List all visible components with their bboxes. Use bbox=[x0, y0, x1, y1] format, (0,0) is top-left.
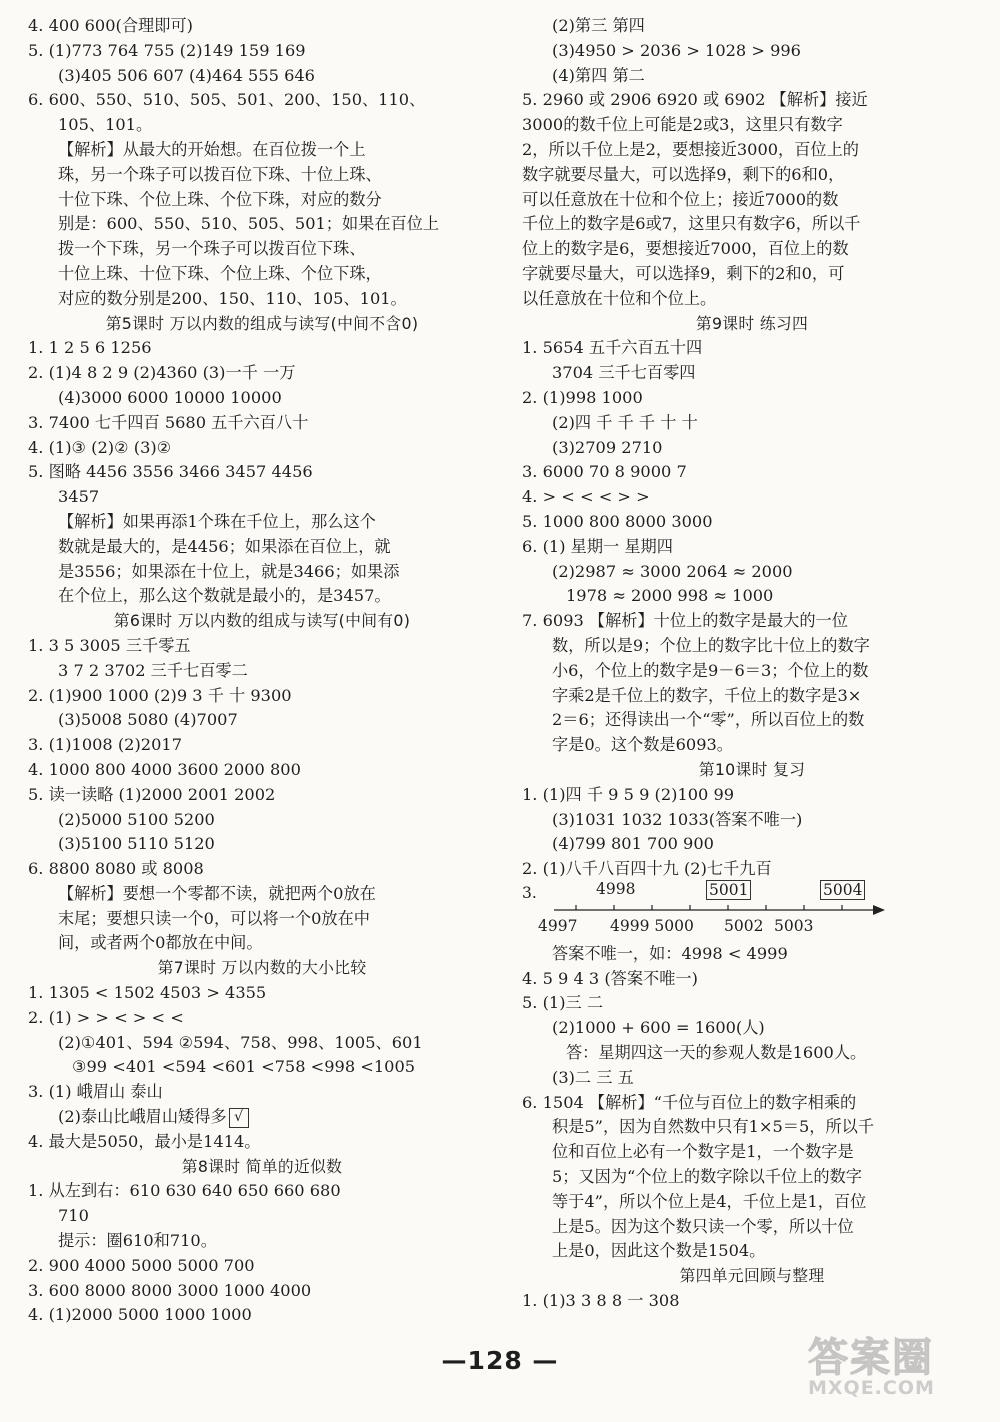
answer-line bbox=[28, 460, 496, 485]
answer-text: 珠，另一个珠子可以拨百位下珠、十位上珠、 bbox=[58, 164, 382, 184]
answer-line bbox=[522, 1016, 982, 1041]
answer-text: 3. 600 8000 8000 3000 1000 4000 bbox=[28, 1280, 312, 1300]
answer-line bbox=[522, 535, 982, 560]
answer-line bbox=[28, 510, 496, 535]
answer-text: 2. (1)八千八百四十九 (2)七千九百 bbox=[522, 859, 772, 879]
answer-text: 上是0，因此这个数是1504。 bbox=[552, 1241, 766, 1261]
answer-line bbox=[28, 1279, 496, 1304]
answer-line bbox=[28, 411, 496, 436]
section-heading bbox=[28, 609, 496, 634]
answer-text: 3. (1)1008 (2)2017 bbox=[28, 735, 182, 755]
answer-line bbox=[28, 88, 496, 113]
answer-text: 提示：圈610和710。 bbox=[58, 1231, 217, 1251]
answer-text: 5. 读一读略 (1)2000 2001 2002 bbox=[28, 784, 276, 804]
answer-line bbox=[522, 733, 982, 758]
answer-text: 710 bbox=[58, 1206, 89, 1226]
answer-line bbox=[522, 967, 982, 992]
answer-text: 2. 900 4000 5000 5000 700 bbox=[28, 1255, 255, 1275]
answer-line bbox=[522, 460, 982, 485]
answer-text: 5. 1000 800 8000 3000 bbox=[522, 511, 713, 531]
number-line-bottom-label: 4999 5000 bbox=[610, 916, 694, 935]
answer-line bbox=[522, 1165, 982, 1190]
answer-line bbox=[522, 942, 982, 967]
answer-text: 6. 1504 【解析】“千位与百位上的数字相乘的 bbox=[522, 1092, 857, 1112]
answer-line bbox=[522, 386, 982, 411]
answer-line bbox=[522, 336, 982, 361]
answer-line bbox=[28, 832, 496, 857]
number-line-top-label: 5004 bbox=[820, 880, 865, 900]
answer-line bbox=[28, 188, 496, 213]
answer-text: 1. 1305 < 1502 4503 > 4355 bbox=[28, 983, 267, 1003]
answer-line bbox=[28, 1229, 496, 1254]
answer-line bbox=[522, 411, 982, 436]
answer-text: 字是0。这个数是6093。 bbox=[552, 735, 733, 755]
answer-line bbox=[28, 237, 496, 262]
answer-text: (3)二 三 五 bbox=[552, 1067, 634, 1087]
right-column bbox=[522, 14, 982, 1314]
answer-line bbox=[28, 1130, 496, 1155]
answer-line bbox=[28, 733, 496, 758]
answer-text: (3)405 506 607 (4)464 555 646 bbox=[58, 65, 315, 85]
answer-line bbox=[28, 584, 496, 609]
answer-text: 在个位上，那么这个数就是最小的，是3457。 bbox=[58, 586, 391, 606]
answer-line bbox=[522, 138, 982, 163]
answer-line bbox=[28, 113, 496, 138]
answer-text: 5. (1)三 二 bbox=[522, 993, 604, 1013]
answer-text: 2. (1)900 1000 (2)9 3 千 十 9300 bbox=[28, 685, 292, 705]
number-line-bottom-label: 5002 bbox=[724, 916, 764, 935]
answer-text: (4)第四 第二 bbox=[552, 65, 645, 85]
answer-text: 5. 图略 4456 3556 3466 3457 4456 bbox=[28, 462, 313, 482]
answer-text: 3457 bbox=[58, 487, 100, 507]
answer-text: (4)3000 6000 10000 10000 bbox=[58, 387, 282, 407]
answer-text: (3)4950 > 2036 > 1028 > 996 bbox=[552, 40, 801, 60]
answer-line bbox=[522, 659, 982, 684]
answer-line bbox=[522, 783, 982, 808]
answer-text: 5. (1)773 764 755 (2)149 159 169 bbox=[28, 40, 306, 60]
answer-text: 别是：600、550、510、505、501；如果在百位上 bbox=[58, 214, 440, 234]
answer-text: 【解析】如果再添1个珠在千位上，那么这个 bbox=[58, 511, 376, 531]
answer-line bbox=[28, 1080, 496, 1105]
answer-line bbox=[522, 188, 982, 213]
answer-text: 105、101。 bbox=[58, 115, 153, 135]
number-line-bottom-label: 4997 bbox=[538, 916, 578, 935]
answer-text: 第9课时 练习四 bbox=[695, 313, 809, 333]
answer-line bbox=[28, 262, 496, 287]
section-heading bbox=[28, 312, 496, 337]
answer-line bbox=[28, 485, 496, 510]
answer-line bbox=[28, 758, 496, 783]
answer-line bbox=[522, 609, 982, 634]
answer-text: 2，所以千位上是2，要想接近3000，百位上的 bbox=[522, 139, 859, 159]
answer-text: (2)四 千 千 千 十 十 bbox=[552, 412, 698, 432]
answer-text: 十位下珠、个位上珠、个位下珠，对应的数分 bbox=[58, 189, 382, 209]
answer-text: 3000的数千位上可能是2或3，这里只有数字 bbox=[522, 115, 843, 135]
answer-line bbox=[28, 708, 496, 733]
answer-text: 2＝6；还得读出一个“零”，所以百位上的数 bbox=[552, 710, 865, 730]
answer-line bbox=[28, 163, 496, 188]
answer-line bbox=[28, 1179, 496, 1204]
answer-text: 2. (1)998 1000 bbox=[522, 387, 643, 407]
right-column-top bbox=[522, 14, 982, 882]
answer-line bbox=[522, 287, 982, 312]
answer-line bbox=[522, 361, 982, 386]
number-line bbox=[522, 879, 982, 942]
answer-line bbox=[522, 808, 982, 833]
answer-line bbox=[28, 1303, 496, 1328]
answer-line bbox=[28, 361, 496, 386]
answer-line bbox=[28, 212, 496, 237]
answer-text: 5. 2960 或 2906 6920 或 6902 【解析】接近 bbox=[522, 90, 868, 110]
answer-text: (2)5000 5100 5200 bbox=[58, 809, 215, 829]
answer-line bbox=[28, 808, 496, 833]
answer-line bbox=[522, 1215, 982, 1240]
answer-line bbox=[522, 14, 982, 39]
answer-text: 是3556；如果添在十位上，就是3466；如果添 bbox=[58, 561, 400, 581]
answer-text: (3)1031 1032 1033(答案不唯一) bbox=[552, 809, 803, 829]
answer-text: 1. 1 2 5 6 1256 bbox=[28, 338, 152, 358]
answer-line bbox=[522, 684, 982, 709]
answer-line bbox=[522, 857, 982, 882]
answer-line bbox=[28, 138, 496, 163]
number-line-bottom-label: 5003 bbox=[774, 916, 814, 935]
answer-text: (3)2709 2710 bbox=[552, 437, 663, 457]
answer-text: 5；又因为“个位上的数字除以千位上的数字 bbox=[552, 1167, 862, 1187]
answer-line bbox=[522, 237, 982, 262]
answer-line bbox=[522, 88, 982, 113]
answer-text: 2. (1)4 8 2 9 (2)4360 (3)一千 一万 bbox=[28, 363, 296, 383]
number-line-top-label: 5001 bbox=[706, 880, 751, 900]
check-mark-box: √ bbox=[229, 1108, 249, 1128]
answer-text: 1. 从左到右：610 630 640 650 660 680 bbox=[28, 1181, 341, 1201]
answer-line bbox=[28, 560, 496, 585]
answer-text: 2. (1) > > < > < < bbox=[28, 1007, 184, 1027]
answer-text: 4. (1)2000 5000 1000 1000 bbox=[28, 1305, 252, 1325]
answer-text: 末尾；要想只读一个0，可以将一个0放在中 bbox=[58, 908, 370, 928]
answer-text: 第5课时 万以内数的组成与读写(中间不含0) bbox=[105, 313, 419, 333]
answer-text: 4. 最大是5050，最小是1414。 bbox=[28, 1131, 261, 1151]
answer-line bbox=[522, 1091, 982, 1116]
answer-text: 十位上珠、十位下珠、个位上珠、个位下珠， bbox=[58, 263, 382, 283]
answer-text: 1. (1)四 千 9 5 9 (2)100 99 bbox=[522, 784, 735, 804]
answer-text: 4. (1)③ (2)② (3)② bbox=[28, 437, 172, 457]
answer-line bbox=[522, 560, 982, 585]
answer-text: 千位上的数字是6或7，这里只有数字6，所以千 bbox=[522, 214, 861, 234]
answer-text: 积是5”，因为自然数中只有1×5＝5，所以千 bbox=[552, 1117, 875, 1137]
answer-line bbox=[28, 634, 496, 659]
answer-text: 数就是最大的，是4456；如果添在百位上，就 bbox=[58, 536, 391, 556]
answer-text: 4. > < < < > > bbox=[522, 487, 650, 507]
right-column-bottom bbox=[522, 942, 982, 1314]
answer-text: 间，或者两个0都放在中间。 bbox=[58, 933, 263, 953]
answer-text: 答：星期四这一天的参观人数是1600人。 bbox=[566, 1043, 867, 1063]
answer-line bbox=[522, 436, 982, 461]
answer-text: ③99 <401 <594 <601 <758 <998 <1005 bbox=[72, 1057, 416, 1077]
answer-text: 【解析】从最大的开始想。在百位拨一个上 bbox=[58, 139, 366, 159]
answer-line bbox=[522, 163, 982, 188]
answer-line bbox=[522, 1041, 982, 1066]
answer-text: 上是5。因为这个数只读一个零，所以十位 bbox=[552, 1216, 854, 1236]
answer-text: 字就要尽量大，可以选择9，剩下的2和0，可 bbox=[522, 263, 845, 283]
answer-text: 答案不唯一，如：4998 < 4999 bbox=[552, 943, 788, 963]
answer-line bbox=[28, 1204, 496, 1229]
answer-text: 可以任意放在十位和个位上；接近7000的数 bbox=[522, 189, 839, 209]
answer-line bbox=[28, 64, 496, 89]
answer-line bbox=[28, 684, 496, 709]
answer-line bbox=[522, 485, 982, 510]
answer-line bbox=[28, 882, 496, 907]
answer-line bbox=[522, 113, 982, 138]
watermark-url: MXQE.COM bbox=[808, 1377, 935, 1399]
answer-line bbox=[522, 1140, 982, 1165]
answer-line bbox=[28, 436, 496, 461]
answer-text: 3 7 2 3702 三千七百零二 bbox=[58, 660, 248, 680]
section-heading bbox=[522, 312, 982, 337]
answer-text: 第7课时 万以内数的大小比较 bbox=[157, 958, 367, 978]
answer-line bbox=[28, 931, 496, 956]
answer-text: 4. 400 600(合理即可) bbox=[28, 16, 193, 35]
number-line-item-label: 3. bbox=[522, 883, 537, 902]
answer-text: 6. 8800 8080 或 8008 bbox=[28, 859, 204, 879]
answer-line bbox=[522, 634, 982, 659]
answer-text: 3. 6000 70 8 9000 7 bbox=[522, 462, 687, 482]
answer-line bbox=[28, 1031, 496, 1056]
answer-line bbox=[522, 708, 982, 733]
section-heading bbox=[28, 956, 496, 981]
answer-text: 1. 3 5 3005 三千零五 bbox=[28, 635, 191, 655]
answer-line bbox=[522, 1289, 982, 1314]
answer-text: 3. (1) 峨眉山 泰山 bbox=[28, 1082, 163, 1102]
watermark-text: 答案圈 bbox=[808, 1335, 934, 1381]
answer-text: (2)第三 第四 bbox=[552, 16, 645, 35]
answer-text: 第8课时 简单的近似数 bbox=[181, 1156, 343, 1176]
answer-text: 第10课时 复习 bbox=[698, 759, 806, 779]
answer-line bbox=[28, 1254, 496, 1279]
answer-line bbox=[28, 907, 496, 932]
answer-line bbox=[28, 857, 496, 882]
answer-line bbox=[522, 1239, 982, 1264]
answer-line bbox=[28, 336, 496, 361]
answer-line bbox=[522, 262, 982, 287]
answer-text: 位上的数字是6，要想接近7000，百位上的数 bbox=[522, 239, 849, 259]
answer-text: 3. 7400 七千四百 5680 五千六百八十 bbox=[28, 412, 309, 432]
answer-text: 4. 1000 800 4000 3600 2000 800 bbox=[28, 759, 301, 779]
answer-line bbox=[28, 783, 496, 808]
answer-line bbox=[522, 1190, 982, 1215]
answer-line bbox=[522, 212, 982, 237]
section-heading bbox=[522, 758, 982, 783]
watermark-logo bbox=[808, 1326, 984, 1414]
answer-text: 【解析】要想一个零都不读，就把两个0放在 bbox=[58, 883, 376, 903]
answer-line bbox=[28, 659, 496, 684]
answer-line bbox=[28, 386, 496, 411]
page-number: —128 — bbox=[441, 1346, 559, 1375]
answer-line bbox=[522, 584, 982, 609]
answer-text: 6. 600、550、510、505、501、200、150、110、 bbox=[28, 90, 426, 110]
answer-line bbox=[28, 39, 496, 64]
left-column bbox=[28, 14, 496, 1328]
answer-line bbox=[522, 39, 982, 64]
answer-text: (2)泰山比峨眉山矮得多 bbox=[58, 1107, 227, 1127]
answer-line bbox=[522, 510, 982, 535]
answer-line bbox=[28, 14, 496, 39]
answer-text: 等于4”，所以个位上是4，千位上是1，百位 bbox=[552, 1191, 867, 1211]
answer-text: (2)1000 + 600 = 1600(人) bbox=[552, 1018, 765, 1038]
answer-text: 拨一个下珠，另一个珠子可以拨百位下珠、 bbox=[58, 239, 366, 259]
answer-text: 小6，个位上的数字是9－6＝3；个位上的数 bbox=[552, 660, 869, 680]
section-heading bbox=[28, 1155, 496, 1180]
answer-text: 位和百位上必有一个数字是1，一个数字是 bbox=[552, 1142, 854, 1162]
answer-text: (2)①401、594 ②594、758、998、1005、601 bbox=[58, 1032, 423, 1052]
answer-line bbox=[522, 64, 982, 89]
answer-line bbox=[28, 1105, 496, 1130]
answer-line bbox=[28, 1006, 496, 1031]
answer-line bbox=[522, 1115, 982, 1140]
answer-text: 7. 6093 【解析】十位上的数字是最大的一位 bbox=[522, 611, 848, 631]
answer-text: 字乘2是千位上的数字，千位上的数字是3× bbox=[552, 685, 862, 705]
answer-text: (3)5100 5110 5120 bbox=[58, 834, 215, 854]
answer-text: (3)5008 5080 (4)7007 bbox=[58, 710, 238, 730]
answer-text: 对应的数分别是200、150、110、105、101。 bbox=[58, 288, 407, 308]
answer-text: 4. 5 9 4 3 (答案不唯一) bbox=[522, 968, 698, 988]
answer-text: 第6课时 万以内数的组成与读写(中间有0) bbox=[113, 611, 411, 631]
answer-text: 1978 ≈ 2000 998 ≈ 1000 bbox=[566, 586, 774, 606]
answer-text: 数，所以是9；个位上的数字比十位上的数字 bbox=[552, 635, 870, 655]
answer-line bbox=[522, 1066, 982, 1091]
answer-text: 1. 5654 五千六百五十四 bbox=[522, 338, 703, 358]
answer-line bbox=[522, 991, 982, 1016]
answer-text: 第四单元回顾与整理 bbox=[679, 1266, 825, 1286]
answer-text: 1. (1)3 3 8 8 一 308 bbox=[522, 1291, 680, 1311]
answer-line bbox=[28, 981, 496, 1006]
answer-line bbox=[28, 1055, 496, 1080]
number-line-top-label: 4998 bbox=[596, 879, 636, 898]
answer-text: 以任意放在十位和个位上。 bbox=[522, 288, 717, 308]
answer-line bbox=[28, 287, 496, 312]
answer-text: (4)799 801 700 900 bbox=[552, 834, 714, 854]
answer-line bbox=[28, 535, 496, 560]
answer-text: (2)2987 ≈ 3000 2064 ≈ 2000 bbox=[552, 561, 793, 581]
answer-line bbox=[522, 832, 982, 857]
answer-text: 6. (1) 星期一 星期四 bbox=[522, 536, 673, 556]
answer-text: 3704 三千七百零四 bbox=[552, 363, 696, 383]
section-heading bbox=[522, 1264, 982, 1289]
answer-text: 数字就要尽量大，可以选择9，剩下的6和0， bbox=[522, 164, 845, 184]
